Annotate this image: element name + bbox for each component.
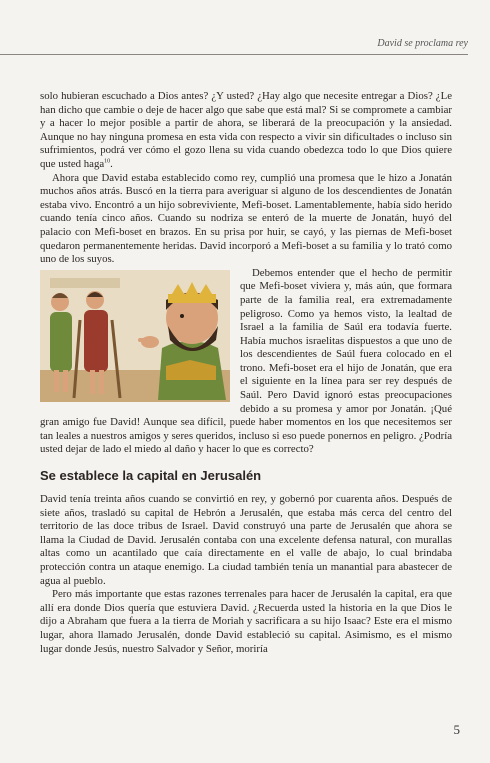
section-heading: Se establece la capital en Jerusalén xyxy=(40,468,262,484)
page-number: 5 xyxy=(453,722,460,737)
illustration-art xyxy=(40,270,230,402)
header-rule xyxy=(0,54,468,55)
footnote-ref: 10 xyxy=(104,158,111,165)
paragraph-1: solo hubieran escuchado a Dios antes? ¿Y usted? ¿Hay algo que necesite entregar a Dios? ¿Le han dicho que cambie o deje de hacer algo que sabe que está mal? Si se compromete a cambiar y a hacer lo mejor posible a partir de ahora, se liberará de la preocupación y la ansiedad. Aunque no hay ninguna promesa en esta vida con respecto a vivir sin dificultades o incluso sin sufrimientos, podrá ver cómo el gozo llena su vida cuando obedezca todo lo que Dios quiere que usted haga$^{10}$. xyxy=(40,90,452,170)
paragraph-2: Ahora que David estaba establecido como rey, cumplió una promesa que le hizo a Jonatán muchos años atrás. Buscó en la tierra para averiguar si alguno de los descendientes de Jonatán estaba vivo. Encontró a un hijo sobreviviente, Mefi-boset. Lamentablemente, había sido herido cuando tenía cinco años. Cuando su nodriza se enteró de la muerte de Jonatán, huyó del palacio con Mefi-boset en brazos. En su prisa por huir, se cayó, y las piernas de Mefi-boset quedaron permanentemente heridas. David incorporó a Mefi-boset a su familia y lo trató como uno de los suyos. xyxy=(40,171,452,266)
running-header: David se proclama rey xyxy=(377,38,468,49)
paragraph-5: Pero más importante que estas razones terrenales para hacer de Jerusalén la capital, era que allí era donde Dios quería que estuviera David. ¿Recuerda usted la historia en la que Dios le dijo a Abraham que fuera a la tierra de Moriah y sacrificara a su hijo Isaac? Este era el mismo lugar, ahora llamado Jerusalén, donde David estableció su capital. Asimismo, es el mismo lugar donde Jesús, nuestro Salvador y Señor, moriría xyxy=(40,588,452,655)
paragraph-3: Debemos entender que el hecho de permitir que Mefi-boset viviera y, más aún, que formara parte de la familia real, era extremadamente peligroso. Como ya hemos visto, la lealtad de Israel a la familia de Saúl era todavía fuerte. Había muchos israelitas dispuestos a que uno de los descendientes de Saúl fuera colocado en el trono. Mefi-boset era el hijo de Jonatán, que era el siguiente en la línea para ser rey después de Saúl. Pero David ignoró estas preocupaciones debido a su promesa y amor por Jonatán. ¡Qué gran amigo fue David! Aunque sea difícil, puede haber momentos en los que necesitemos ser tan leales a nuestros amigos y seres queridos, incluso si eso puede ponernos en peligro. ¿Podría usted dejar de lado el miedo al daño y hacer lo que es correcto? xyxy=(40,266,452,456)
paragraph-4: David tenía treinta años cuando se convirtió en rey, y gobernó por cuarenta años. Después de siete años, trasladó su capital de Hebrón a Jerusalén, que estaba más cerca del centro del territorio de las doce tribus de Israel. David construyó una parte de Jerusalén que ahora se llama la Ciudad de David. Jerusalén contaba con una excelente defensa natural, con murallas altas como un acantilado que caía directamente en el valle de abajo, lo cual brindaba protección contra un ataque enemigo. La ciudad también tenía un manantial para abastecer de agua al pueblo. xyxy=(40,493,452,587)
body-text xyxy=(40,90,452,656)
illustration-david-mefiboset xyxy=(40,270,230,402)
